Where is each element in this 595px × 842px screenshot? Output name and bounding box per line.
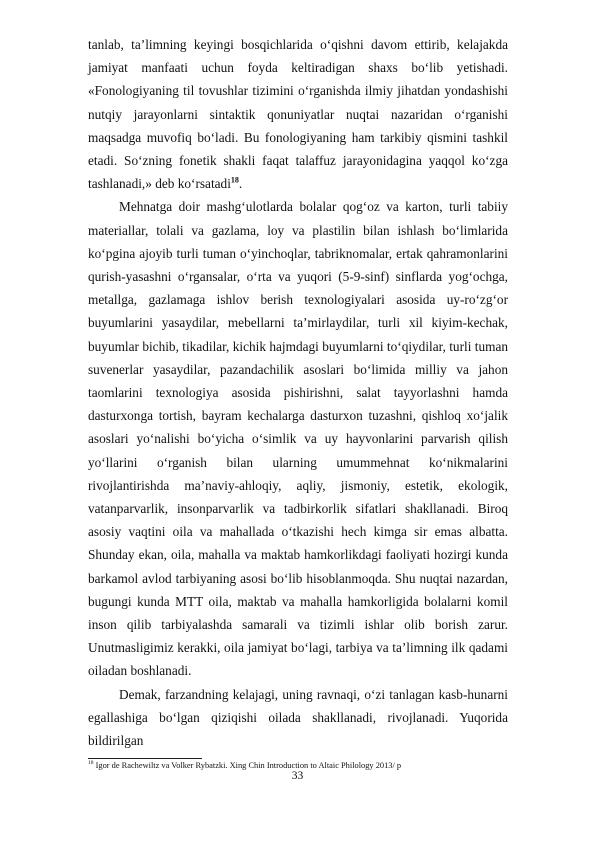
paragraph-1-text: tanlab, ta’limning keyingi bosqichlarida o‘qishni davom ettirib, kelajakda jamiyat manfaati uchun foyda keltiradigan shaxs bo‘lib yetishadi. «Fonologiyaning til tovushlar tizimini o‘rganishda ilmiy jihatdan yondashishi nutqiy jarayonlarni sintaktik qonuniyatlar nuqtai nazaridan o‘rganishi maqsadga muvofiq bo‘ladi. Bu fonologiyaning ham tarkibiy qismini tashkil etadi. So‘zning fonetik shakli faqat talaffuz jarayonidagina yaqqol ko‘zga tashlanadi,» deb ko‘rsatadi bbox=[88, 37, 508, 192]
paragraph-1 bbox=[88, 33, 508, 195]
paragraph-3: Demak, farzandning kelajagi, uning ravnaqi, o‘zi tanlagan kasb-hunarni egallashiga bo‘lgan qiziqishi oilada shakllanadi, rivojlanadi. Yuqorida bildirilgan bbox=[88, 686, 508, 749]
footnote-number: 18 bbox=[88, 760, 94, 767]
main-text bbox=[88, 33, 508, 752]
paragraph-2: Mehnatga doir mashg‘ulotlarda bolalar qog‘oz va karton, turli tabiiy materiallar, tolali va gazlama, loy va plastilin bilan ishlash bo‘limlarida ko‘pgina ajoyib turli tuman o‘yinchoqlar, tabriknomalar, ertak qahramonlarini qurish-yasashni o‘rgansalar, o‘rta va yuqori (5-9-sinf) sinflarda yog‘ochga, metallga, gazlamaga ishlov berish texnologiyalari asosida uy-ro‘zg‘or buyumlarini yasaydilar, mebellarni ta’mirlaydilar, turli xil kiyim-kechak, buyumlar bichib, tikadilar, kichik hajmdagi buyumlarni to‘qiydilar, turli tuman suvenerlar yasaydilar, pazandachilik asoslari bo‘limida milliy va jahon taomlarini texnologiya asosida pishirishni, salat tayyorlashni hamda dasturxonga tortish, bayram kechalarga dasturxon tuzashni, qishloq xo‘jalik asoslari yo‘nalishi bo‘yicha o‘simlik va uy hayvonlarini parvarish qilish yo‘llarini o‘rganish bilan ularning umummehnat ko‘nikmalarini rivojlantirishda ma’naviy-ahloqiy, aqliy, jismoniy, estetik, ekologik, vatanparvarlik, insonparvarlik va tadbirkorlik sifatlari shakllanadi. Biroq asosiy vaqtini oila va mahallada o‘tkazishi hech kimga sir emas albatta. Shunday ekan, oila, mahalla va maktab hamkorlikdagi faoliyati hozirgi kunda barkamol avlod tarbiyaning asosi bo‘lib hisoblanmoqda. Shu nuqtai nazardan, bugungi kunda MTT oila, maktab va mahalla hamkorligida bolalarni komil inson qilib tarbiyalashda samarali va tizimli ishlar olib borish zarur. Unutmasligimiz kerakki, oila jamiyat bo‘lagi, tarbiya va ta’limning ilk qadami oiladan boshlanadi. bbox=[88, 199, 508, 679]
footnote-divider bbox=[88, 758, 202, 759]
footnote-reference[interactable]: 18 bbox=[230, 175, 239, 185]
page-number: 33 bbox=[291, 770, 304, 782]
footnote-text: Igor de Rachewiltz va Volker Rybatzki. Xing Chin Introduction to Altaic Philology 2013/ p bbox=[93, 761, 402, 770]
paragraph-1-end: . bbox=[238, 176, 243, 192]
